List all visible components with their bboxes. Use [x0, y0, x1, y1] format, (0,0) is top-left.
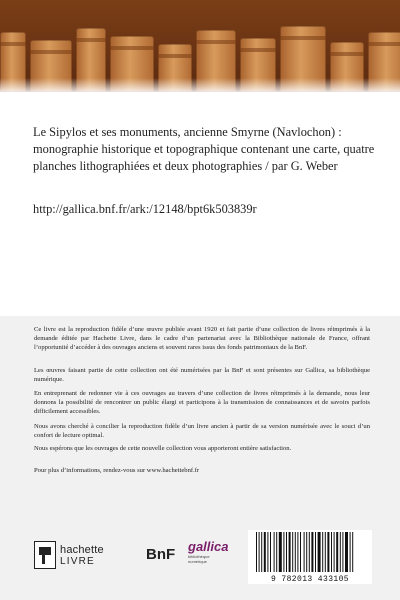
barcode-bars-icon: [252, 532, 368, 574]
banner-fade: [0, 78, 400, 92]
book-spine-band: [0, 42, 26, 46]
hachette-wordmark: hachette: [60, 543, 104, 556]
barcode-bar: [315, 532, 316, 572]
barcode-bar: [259, 532, 260, 572]
book-title: Le Sipylos et ses monuments, ancienne Smyrne (Navlochon) : monographie historique et topographique contenant une carte, quatre planches lithographiées et deux photographies / par G. Weber: [33, 125, 375, 173]
gallica-sub-1: bibliothèque: [188, 554, 210, 559]
barcode-bar: [292, 532, 293, 572]
paragraph-5: Nous espérons que les ouvrages de cette nouvelle collection vous apporteront entière satisfaction.: [34, 445, 292, 452]
barcode-bar: [256, 532, 257, 572]
barcode-bar: [306, 532, 307, 572]
gallica-ark-link[interactable]: http://gallica.bnf.fr/ark:/12148/bpt6k503839r: [33, 202, 257, 216]
paragraph-2: Les œuvres faisant partie de cette collection ont été numérisées par la BnF et sont présentes sur Gallica, sa bibliothèque numérique.: [34, 367, 370, 384]
barcode-bar: [274, 532, 275, 572]
barcode-bar: [283, 532, 284, 572]
barcode-bar: [264, 532, 266, 572]
bookshelf-banner-image: [0, 0, 400, 92]
book-spine-band: [240, 48, 276, 52]
bnf-logo: BnF: [146, 546, 176, 563]
barcode-bar: [345, 532, 348, 572]
barcode-bar: [350, 532, 351, 572]
barcode-bar: [340, 532, 341, 572]
book-spine-band: [330, 52, 364, 56]
barcode-bar: [342, 532, 343, 572]
hachette-hatchet-icon: [34, 541, 56, 569]
isbn-barcode: [248, 530, 372, 584]
hachette-livre-logo: [34, 541, 104, 569]
barcode-bar: [327, 532, 329, 572]
book-spine-band: [76, 38, 106, 42]
gallica-sub-2: numérique: [188, 559, 207, 564]
barcode-bar: [331, 532, 332, 572]
barcode-bar: [261, 532, 262, 572]
publisher-logos: [34, 538, 234, 574]
barcode-bar: [295, 532, 296, 572]
barcode-bar: [334, 532, 335, 572]
barcode-bar: [322, 532, 323, 572]
gallica-wordmark: gallica: [188, 539, 229, 554]
book-spine-band: [196, 40, 236, 44]
book-spine-band: [158, 54, 192, 58]
barcode-bar: [276, 532, 277, 572]
barcode-bar: [304, 532, 305, 572]
book-spine-band: [110, 46, 154, 50]
barcode-digits: 9 782013 433105: [270, 575, 349, 584]
barcode-bar: [270, 532, 271, 572]
barcode-bar: [279, 532, 282, 572]
barcode-bar: [352, 532, 353, 572]
barcode-bar: [300, 532, 301, 572]
barcode-bar: [286, 532, 287, 572]
barcode-bar: [318, 532, 321, 572]
paragraph-4: Nous avons cherché à concilier la reproduction fidèle d’un livre ancien à partir de sa version numérisée avec le souci d’un confort de lecture optimal.: [34, 423, 370, 440]
book-spine-band: [30, 50, 72, 54]
barcode-bar: [267, 532, 268, 572]
barcode-bar: [336, 532, 338, 572]
book-spine-band: [368, 42, 400, 46]
barcode-bar: [311, 532, 313, 572]
barcode-bar: [297, 532, 298, 572]
paragraph-1: Ce livre est la reproduction fidèle d’une œuvre publiée avant 1920 et fait partie d’une collection de livres réimprimés à la demande éditée par Hachette Livre, dans le cadre d’un partenariat avec la Bibliothèque nationale de France, offrant l’opportunité d’accéder à des ouvrages anciens et souvent rares issus des fonds patrimoniaux de la BnF.: [34, 326, 370, 352]
barcode-bar: [289, 532, 291, 572]
paragraph-6: Pour plus d’informations, rendez-vous sur www.hachettebnf.fr: [34, 467, 200, 474]
paragraph-3: En entreprenant de redonner vie à ces ouvrages au travers d’une collection de livres réimprimés à la demande, nous leur donnons la possibilité de rencontrer un public élargi et participons à la transmission de connaissances et de savoirs parfois difficilement accessibles.: [34, 390, 370, 416]
book-spine-band: [280, 36, 326, 40]
gallica-logo: [188, 540, 238, 574]
barcode-bar: [325, 532, 326, 572]
livre-wordmark: LIVRE: [60, 555, 95, 567]
barcode-bar: [309, 532, 310, 572]
